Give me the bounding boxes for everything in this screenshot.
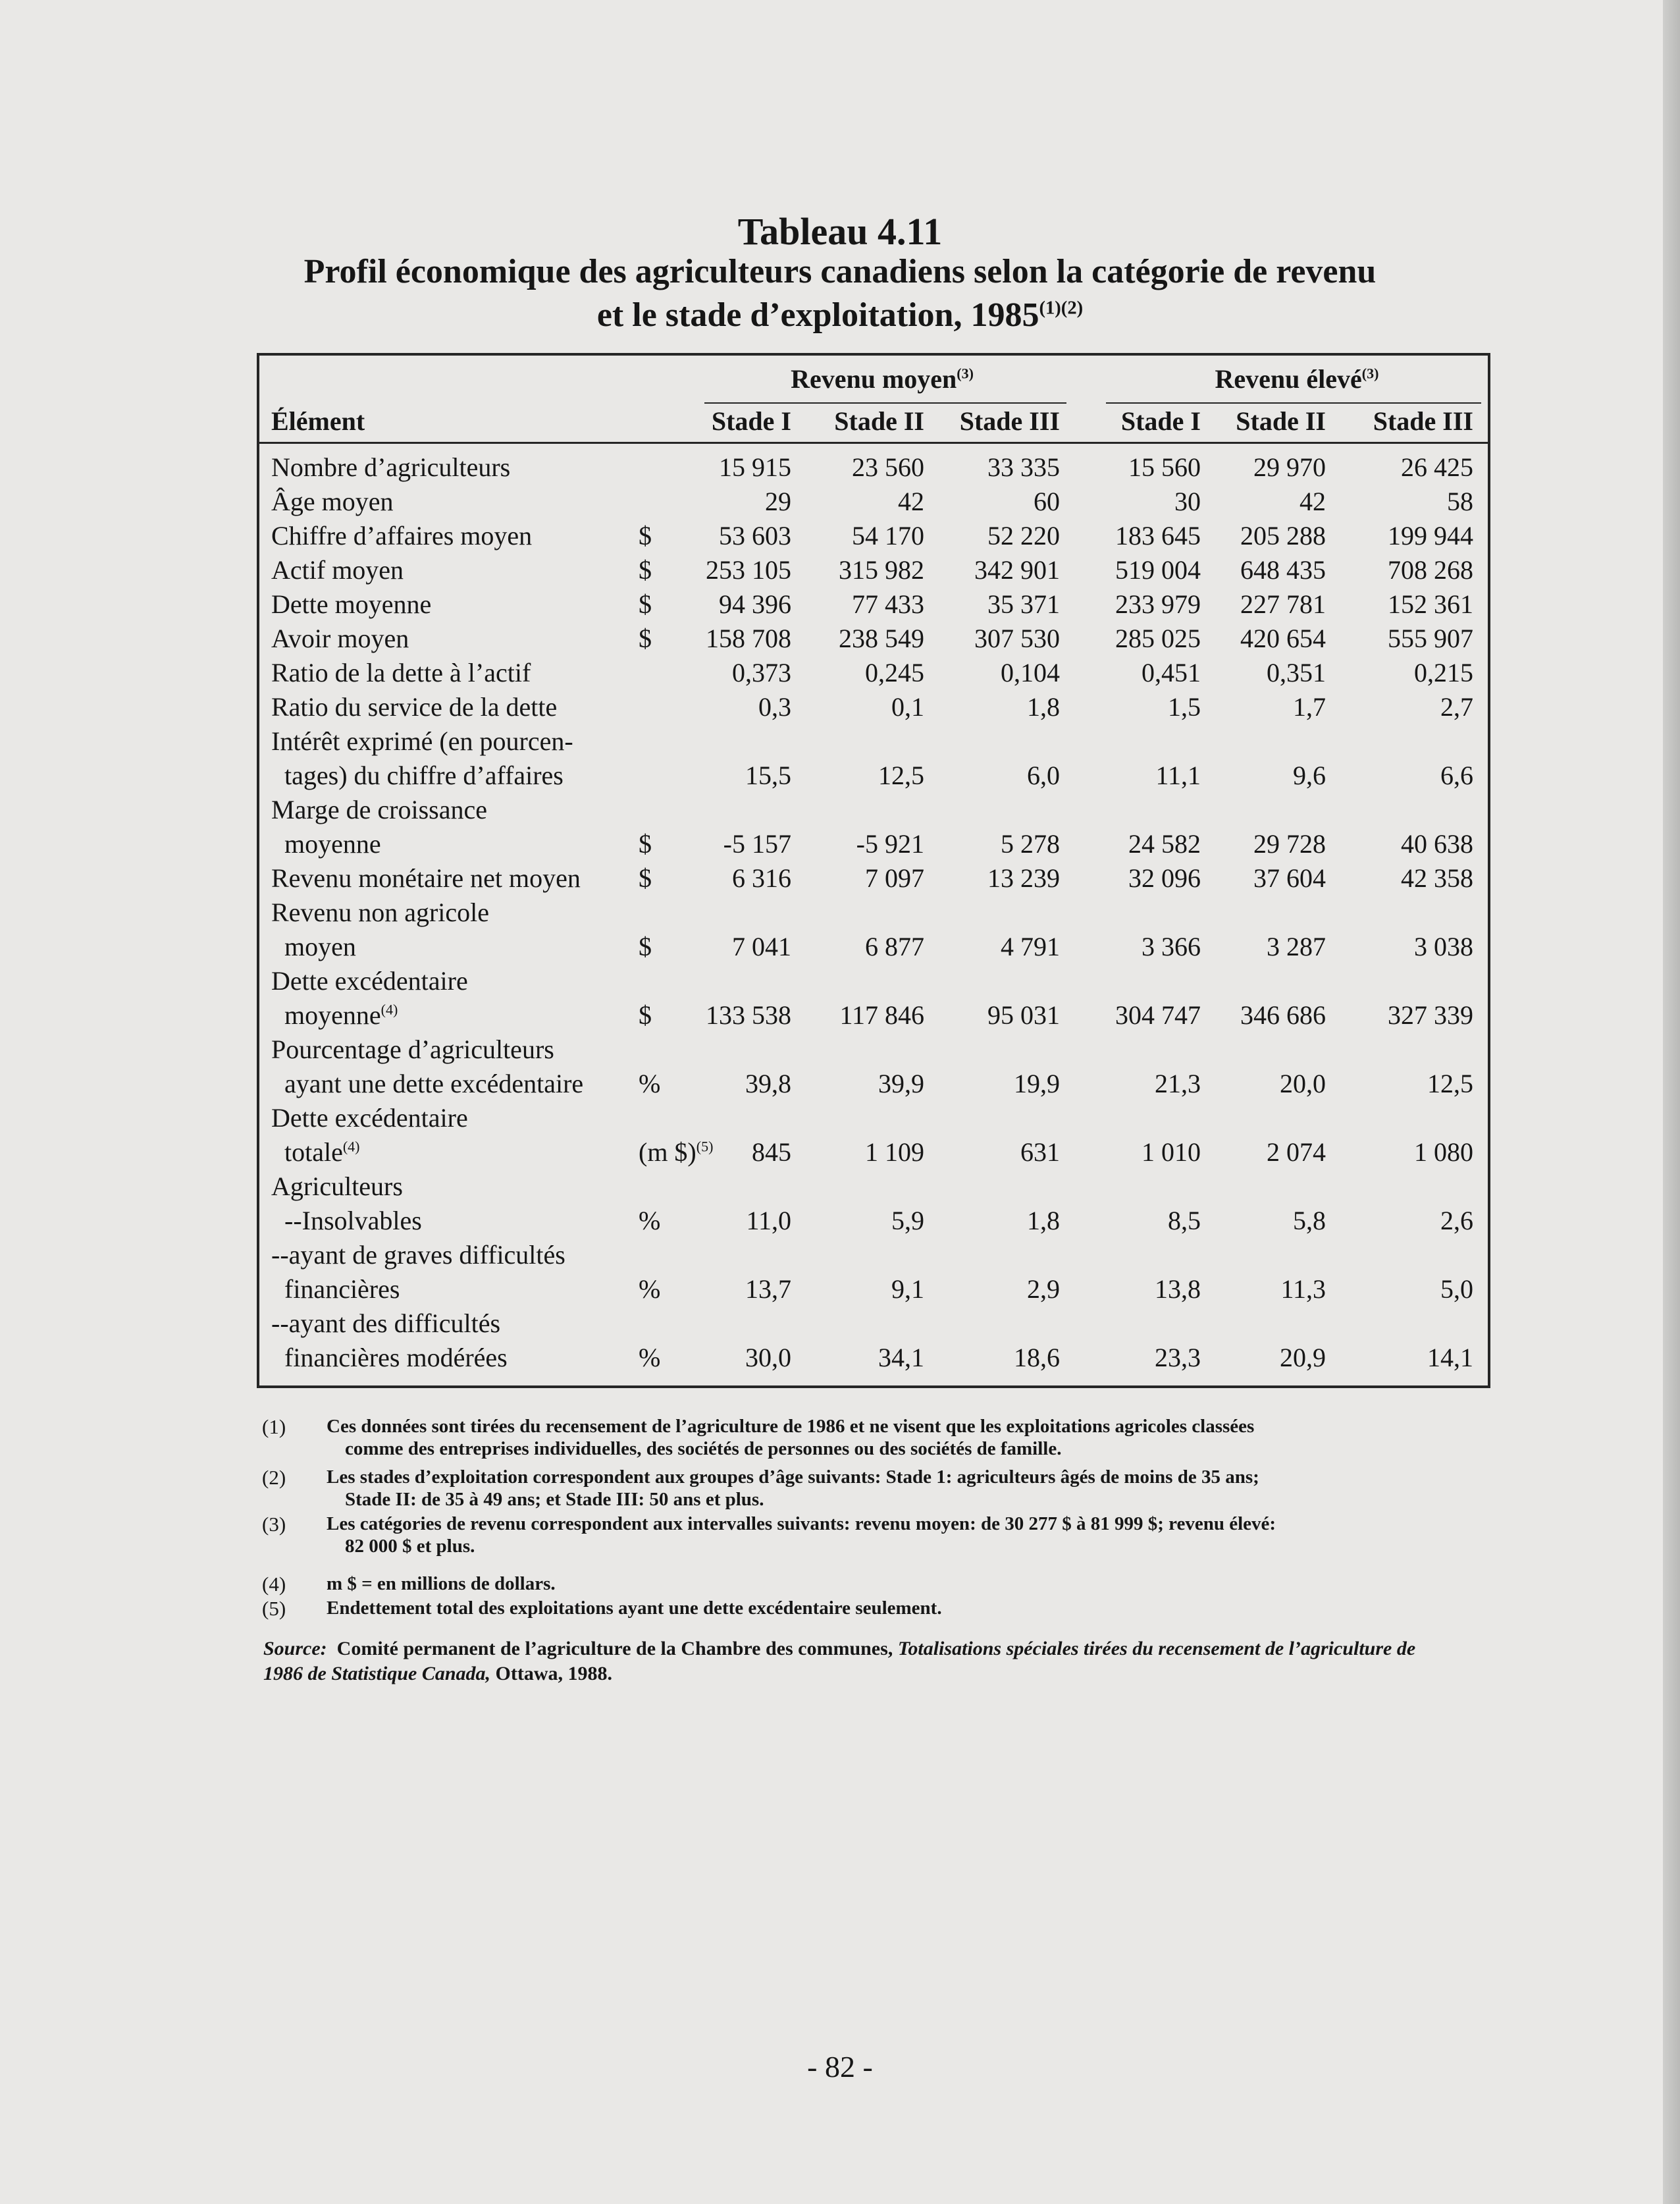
table-cell: 1 109 — [865, 1137, 924, 1167]
table-cell: 7 041 — [732, 932, 791, 961]
table-cell: 555 907 — [1388, 624, 1473, 653]
table-cell: -5 157 — [723, 829, 791, 859]
table-cell: 13,8 — [1155, 1274, 1201, 1304]
table-cell: 60 — [1034, 487, 1060, 516]
table-cell: 199 944 — [1388, 521, 1473, 551]
table-cell: 29 728 — [1253, 829, 1326, 859]
table-cell: 20,0 — [1280, 1069, 1326, 1098]
source-title: Totalisations spéciales tirées du recensement de l’agriculture de 1986 de Statistique Canada, — [263, 1638, 1416, 1684]
row-unit: (m $)$^{(5)}$ — [639, 1137, 714, 1167]
table-cell: 15,5 — [745, 761, 791, 790]
row-label: moyen — [284, 932, 356, 961]
table-cell: 12,5 — [1427, 1069, 1473, 1098]
footnote-text: Ces données sont tirées du recensement de l’agriculture de 1986 et ne visent que les exploitations agricoles classées — [327, 1416, 1255, 1437]
table-cell: 2,6 — [1440, 1206, 1473, 1235]
table-cell: 0,351 — [1267, 658, 1326, 687]
table-cell: 2,9 — [1027, 1274, 1060, 1304]
source-text: Comité permanent de l’agriculture de la Chambre des communes, — [336, 1638, 898, 1659]
table-cell: 0,104 — [1001, 658, 1060, 687]
row-label: moyenne — [284, 829, 381, 859]
table-cell: 9,6 — [1293, 761, 1326, 790]
table-cell: 708 268 — [1388, 555, 1473, 585]
table-cell: 0,215 — [1414, 658, 1473, 687]
table-cell: 9,1 — [891, 1274, 924, 1304]
table-cell: 19,9 — [1014, 1069, 1060, 1098]
source-note — [263, 1636, 1448, 1686]
group-divider-revenu-moyen — [704, 402, 1066, 404]
footnote-mark: (4) — [262, 1572, 286, 1596]
table-cell: 304 747 — [1115, 1000, 1201, 1030]
row-label: Intérêt exprimé (en pourcen- — [271, 726, 573, 756]
title-footnote-ref: (1)(2) — [1039, 298, 1084, 319]
row-unit: % — [639, 1069, 661, 1098]
table-cell: 3 038 — [1414, 932, 1473, 961]
table-cell: 420 654 — [1240, 624, 1326, 653]
table-cell: 3 366 — [1142, 932, 1201, 961]
table-cell: 5 278 — [1001, 829, 1060, 859]
table-cell: 152 361 — [1388, 589, 1473, 619]
table-cell: 18,6 — [1014, 1343, 1060, 1372]
table-cell: 14,1 — [1427, 1343, 1473, 1372]
table-cell: 1,7 — [1293, 692, 1326, 722]
table-cell: 42 358 — [1401, 863, 1473, 893]
row-unit: $ — [639, 624, 652, 653]
row-label: --Insolvables — [284, 1206, 422, 1235]
table-cell: 0,451 — [1142, 658, 1201, 687]
table-cell: 1 080 — [1414, 1137, 1473, 1167]
table-cell: 0,373 — [732, 658, 791, 687]
column-header-element: Élément — [271, 406, 365, 436]
footnote-mark: (5) — [262, 1597, 286, 1620]
footnote-text: comme des entreprises individuelles, des sociétés de personnes ou des sociétés de famille. — [345, 1438, 1062, 1459]
table-cell: 6 877 — [865, 932, 924, 961]
row-label: Dette moyenne — [271, 589, 432, 619]
table-cell: 11,1 — [1155, 761, 1201, 790]
row-label: Avoir moyen — [271, 624, 409, 653]
row-label: tages) du chiffre d’affaires — [284, 761, 564, 790]
row-label: totale$^{(4)}$ — [284, 1137, 360, 1167]
row-label: Ratio du service de la dette — [271, 692, 558, 722]
table-title-line2: et le stade d’exploitation, $1985^{(1)(2)}$ — [596, 296, 1084, 334]
footnote-text: 82 000 $ et plus. — [345, 1536, 475, 1557]
table-cell: 39,9 — [878, 1069, 924, 1098]
table-cell: 7 097 — [865, 863, 924, 893]
table-cell: 21,3 — [1155, 1069, 1201, 1098]
table-cell: 158 708 — [706, 624, 791, 653]
page-number: - 82 - — [807, 2050, 873, 2083]
table-cell: 238 549 — [839, 624, 924, 653]
table-cell: 30 — [1174, 487, 1201, 516]
table-cell: 285 025 — [1115, 624, 1201, 653]
row-footnote-ref: (4) — [381, 1001, 398, 1018]
table-cell: 0,3 — [758, 692, 791, 722]
footnote-text: m $ = en millions de dollars. — [327, 1573, 556, 1594]
table-cell: 94 396 — [719, 589, 791, 619]
table-cell: 77 433 — [852, 589, 924, 619]
row-unit: $ — [639, 829, 652, 859]
table-cell: 30,0 — [745, 1343, 791, 1372]
table-cell: 5,9 — [891, 1206, 924, 1235]
table-cell: 39,8 — [745, 1069, 791, 1098]
row-label: Revenu non agricole — [271, 898, 489, 927]
table-number: Tableau 4.11 — [737, 210, 943, 253]
table-cell: 5,8 — [1293, 1206, 1326, 1235]
table-cell: 227 781 — [1240, 589, 1326, 619]
row-label: Revenu monétaire net moyen — [271, 863, 581, 893]
header-divider — [257, 442, 1490, 444]
table-cell: 0,1 — [891, 692, 924, 722]
row-label: financières modérées — [284, 1343, 508, 1372]
row-label: Agriculteurs — [271, 1171, 403, 1201]
table-cell: 11,0 — [746, 1206, 791, 1235]
row-label: Actif moyen — [271, 555, 404, 585]
row-label: Dette excédentaire — [271, 1103, 468, 1133]
row-label: financières — [284, 1274, 400, 1304]
source-label: Source: — [263, 1638, 327, 1659]
row-label: moyenne$^{(4)}$ — [284, 1000, 398, 1030]
table-cell: 845 — [752, 1137, 791, 1167]
row-label: Dette excédentaire — [271, 966, 468, 996]
table-cell: 26 425 — [1401, 452, 1473, 482]
group-header-revenu-eleve: Revenu élevé$^{(3)}$ — [1215, 364, 1379, 394]
row-label: Ratio de la dette à l’actif — [271, 658, 531, 687]
table-cell: 20,9 — [1280, 1343, 1326, 1372]
table-cell: 13 239 — [987, 863, 1060, 893]
row-unit: $ — [639, 1000, 652, 1030]
table-cell: 117 846 — [839, 1000, 924, 1030]
group-divider-revenu-eleve — [1106, 402, 1481, 404]
table-cell: 315 982 — [839, 555, 924, 585]
column-header: Stade I — [711, 406, 791, 436]
table-cell: 519 004 — [1115, 555, 1201, 585]
footnote-mark: (1) — [262, 1415, 286, 1438]
table-cell: 133 538 — [706, 1000, 791, 1030]
footnote-mark: (2) — [262, 1466, 286, 1489]
table-cell: 42 — [1299, 487, 1326, 516]
column-header: Stade I — [1120, 406, 1201, 436]
table-cell: 29 970 — [1253, 452, 1326, 482]
row-unit: $ — [639, 863, 652, 893]
table-cell: 23,3 — [1155, 1343, 1201, 1372]
table-cell: 24 582 — [1128, 829, 1201, 859]
table-cell: 40 638 — [1401, 829, 1473, 859]
table-cell: 37 604 — [1253, 863, 1326, 893]
table-cell: 342 901 — [974, 555, 1060, 585]
footnote-text: Les catégories de revenu correspondent aux intervalles suivants: revenu moyen: de 30 277 $ à 81 999 $; revenu élevé: — [327, 1513, 1276, 1534]
row-label: Nombre d’agriculteurs — [271, 452, 511, 482]
table-cell: 346 686 — [1240, 1000, 1326, 1030]
row-label: Chiffre d’affaires moyen — [271, 521, 533, 551]
table-cell: 1,8 — [1027, 692, 1060, 722]
table-cell: 6,6 — [1440, 761, 1473, 790]
table-cell: 6,0 — [1027, 761, 1060, 790]
column-header: Stade III — [959, 406, 1060, 436]
table-cell: 29 — [765, 487, 791, 516]
table-cell: 1,5 — [1168, 692, 1201, 722]
row-label: Âge moyen — [271, 487, 394, 516]
table-cell: -5 921 — [856, 829, 924, 859]
table-cell: 4 791 — [1001, 932, 1060, 961]
row-unit: $ — [639, 932, 652, 961]
table-cell: 53 603 — [719, 521, 791, 551]
table-cell: 8,5 — [1168, 1206, 1201, 1235]
table-cell: 6 316 — [732, 863, 791, 893]
table-cell: 0,245 — [865, 658, 924, 687]
table-cell: 12,5 — [878, 761, 924, 790]
footnote-text: Endettement total des exploitations ayant une dette excédentaire seulement. — [327, 1598, 942, 1619]
table-cell: 58 — [1447, 487, 1473, 516]
table-cell: 1,8 — [1027, 1206, 1060, 1235]
row-unit: $ — [639, 555, 652, 585]
table-cell: 54 170 — [852, 521, 924, 551]
table-cell: 23 560 — [852, 452, 924, 482]
row-label: --ayant de graves difficultés — [271, 1240, 565, 1270]
table-cell: 13,7 — [745, 1274, 791, 1304]
row-unit: $ — [639, 521, 652, 551]
table-cell: 95 031 — [987, 1000, 1060, 1030]
row-footnote-ref: (4) — [342, 1138, 360, 1155]
table-cell: 52 220 — [987, 521, 1060, 551]
table-cell: 327 339 — [1388, 1000, 1473, 1030]
table-cell: 253 105 — [706, 555, 791, 585]
footnote-text: Stade II: de 35 à 49 ans; et Stade III: 50 ans et plus. — [345, 1489, 764, 1510]
table-cell: 2,7 — [1440, 692, 1473, 722]
table-cell: 15 915 — [719, 452, 791, 482]
row-unit: $ — [639, 589, 652, 619]
table-cell: 3 287 — [1267, 932, 1326, 961]
row-label: --ayant des difficultés — [271, 1308, 501, 1338]
row-label: ayant une dette excédentaire — [284, 1069, 584, 1098]
table-cell: 32 096 — [1128, 863, 1201, 893]
table-cell: 1 010 — [1142, 1137, 1201, 1167]
table-cell: 42 — [898, 487, 924, 516]
row-label: Pourcentage d’agriculteurs — [271, 1035, 554, 1064]
table-title: Profil économique des agriculteurs canadiens selon la catégorie de revenu — [303, 253, 1377, 290]
row-label: Marge de croissance — [271, 795, 488, 824]
table-cell: 33 335 — [987, 452, 1060, 482]
group-header-revenu-moyen: Revenu moyen$^{(3)}$ — [791, 364, 974, 394]
table-cell: 15 560 — [1128, 452, 1201, 482]
table-cell: 34,1 — [878, 1343, 924, 1372]
column-header: Stade III — [1373, 406, 1473, 436]
row-unit: % — [639, 1206, 661, 1235]
table-cell: 2 074 — [1267, 1137, 1326, 1167]
footnote-text: Les stades d’exploitation correspondent aux groupes d’âge suivants: Stade 1: agriculteurs âgés de moins de 35 ans; — [327, 1466, 1259, 1488]
table-cell: 5,0 — [1440, 1274, 1473, 1304]
table-cell: 35 371 — [987, 589, 1060, 619]
unit-footnote-ref: (5) — [696, 1138, 714, 1155]
row-unit: % — [639, 1274, 661, 1304]
table-cell: 183 645 — [1115, 521, 1201, 551]
row-unit: % — [639, 1343, 661, 1372]
table-cell: 648 435 — [1240, 555, 1326, 585]
table-cell: 631 — [1020, 1137, 1060, 1167]
table-cell: 307 530 — [974, 624, 1060, 653]
column-header: Stade II — [834, 406, 924, 436]
table-cell: 233 979 — [1115, 589, 1201, 619]
column-header: Stade II — [1236, 406, 1326, 436]
table-cell: 11,3 — [1280, 1274, 1326, 1304]
source-text-end: Ottawa, 1988. — [490, 1663, 613, 1684]
table-cell: 205 288 — [1240, 521, 1326, 551]
footnote-mark: (3) — [262, 1513, 286, 1536]
